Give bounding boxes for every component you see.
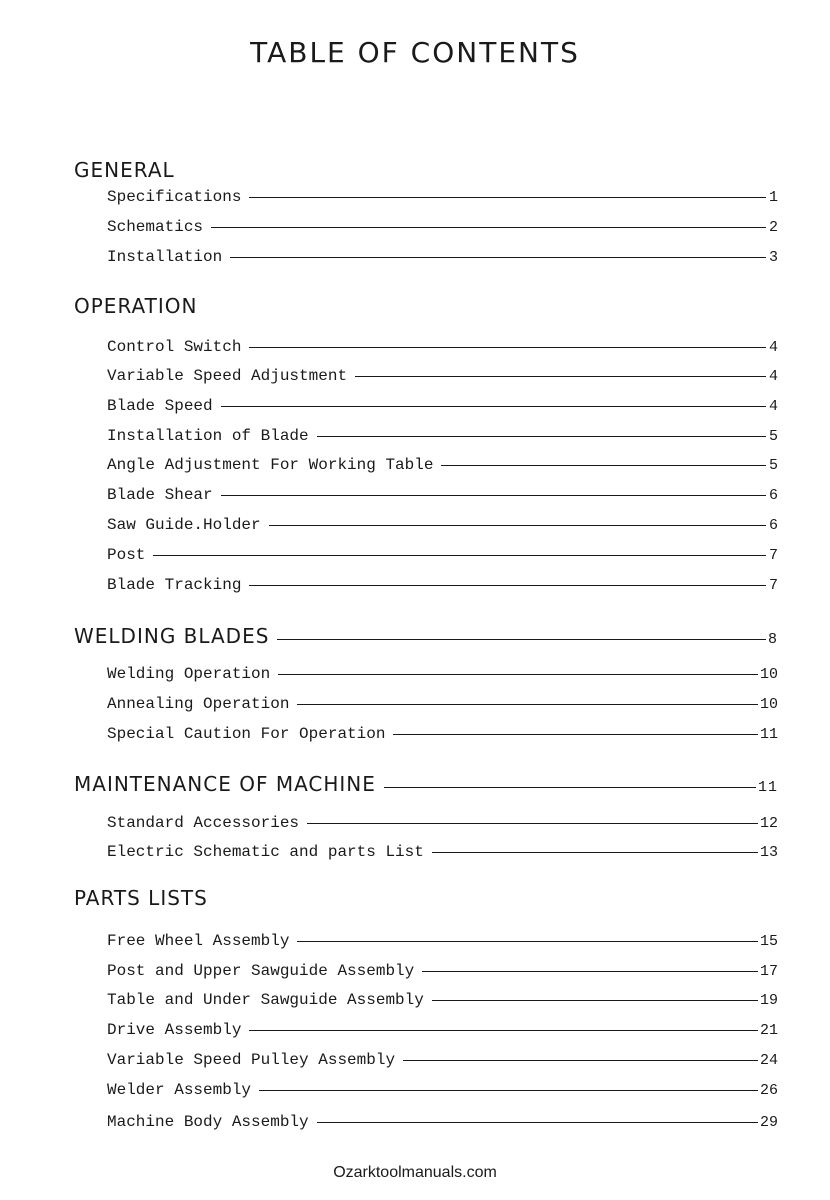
leader-line: [422, 971, 758, 972]
toc-entry[interactable]: [107, 1050, 778, 1070]
entry-page: 24: [759, 1051, 778, 1069]
section-heading-general: GENERAL: [74, 158, 175, 182]
entry-page: 29: [759, 1113, 778, 1131]
leader-line: [297, 941, 758, 942]
toc-entry[interactable]: [107, 961, 778, 981]
entry-label: Installation: [107, 248, 223, 266]
leader-line: [393, 734, 758, 735]
leader-line: [221, 406, 766, 407]
toc-entry[interactable]: [107, 990, 778, 1010]
footer-watermark: Ozarktoolmanuals.com: [333, 1164, 497, 1181]
leader-line: [221, 495, 766, 496]
toc-entry[interactable]: [107, 664, 778, 684]
entry-page: 26: [759, 1081, 778, 1099]
leader-line: [277, 639, 766, 640]
entry-label: Welder Assembly: [107, 1081, 252, 1099]
entry-label: Special Caution For Operation: [107, 725, 386, 743]
entry-label: Specifications: [107, 188, 242, 206]
toc-entry[interactable]: [107, 455, 778, 475]
entry-page: 10: [759, 665, 778, 683]
toc-entry[interactable]: [107, 396, 778, 416]
entry-label: Blade Speed: [107, 397, 213, 415]
leader-line: [355, 376, 766, 377]
leader-line: [403, 1060, 758, 1061]
entry-page: 7: [768, 576, 778, 594]
toc-entry[interactable]: [107, 724, 778, 744]
leader-line: [432, 852, 758, 853]
toc-entry[interactable]: [107, 694, 778, 714]
leader-line: [297, 704, 758, 705]
entry-page: 12: [759, 814, 778, 832]
toc-entry[interactable]: [107, 515, 778, 535]
toc-entry[interactable]: [107, 366, 778, 386]
entry-label: Variable Speed Adjustment: [107, 367, 348, 385]
toc-entry[interactable]: [107, 1020, 778, 1040]
entry-label: Angle Adjustment For Working Table: [107, 456, 434, 474]
entry-page: 15: [759, 932, 778, 950]
entry-label: Free Wheel Assembly: [107, 932, 290, 950]
entry-page: 10: [759, 695, 778, 713]
entry-label: Drive Assembly: [107, 1021, 242, 1039]
leader-line: [317, 436, 766, 437]
leader-line: [269, 525, 766, 526]
entry-label: Post: [107, 546, 146, 564]
section-heading-maintenance[interactable]: MAINTENANCE OF MACHINE 11: [74, 772, 778, 796]
leader-line: [249, 585, 766, 586]
leader-line: [211, 227, 766, 228]
toc-entry[interactable]: [107, 217, 778, 237]
entry-page: 4: [768, 367, 778, 385]
entry-label: Standard Accessories: [107, 814, 300, 832]
toc-entry[interactable]: [107, 426, 778, 446]
toc-entry[interactable]: [107, 247, 778, 267]
entry-page: 4: [768, 338, 778, 356]
section-heading-parts-lists: PARTS LISTS: [74, 886, 208, 910]
leader-line: [249, 1030, 758, 1031]
entry-label: Control Switch: [107, 338, 242, 356]
entry-page: 5: [768, 456, 778, 474]
leader-line: [278, 674, 758, 675]
leader-line: [230, 257, 766, 258]
toc-entry[interactable]: [107, 1112, 778, 1132]
toc-entry[interactable]: [107, 813, 778, 833]
entry-page: 4: [768, 397, 778, 415]
entry-page: 11: [759, 725, 778, 743]
entry-label: Schematics: [107, 218, 204, 236]
leader-line: [432, 1000, 758, 1001]
entry-page: 7: [768, 546, 778, 564]
leader-line: [384, 787, 756, 788]
entry-label: Machine Body Assembly: [107, 1113, 309, 1131]
leader-line: [249, 197, 766, 198]
section-heading-operation: OPERATION: [74, 294, 198, 318]
toc-entry[interactable]: [107, 1080, 778, 1100]
entry-page: 3: [768, 248, 778, 266]
entry-page: 1: [768, 188, 778, 206]
entry-label: Welding Operation: [107, 665, 271, 683]
entry-label: Blade Tracking: [107, 576, 242, 594]
toc-entry[interactable]: [107, 485, 778, 505]
entry-page: 2: [768, 218, 778, 236]
entry-page: 19: [759, 991, 778, 1009]
entry-label: Post and Upper Sawguide Assembly: [107, 962, 415, 980]
entry-page: 21: [759, 1021, 778, 1039]
entry-page: 5: [768, 427, 778, 445]
toc-entry[interactable]: [107, 931, 778, 951]
entry-page: 6: [768, 486, 778, 504]
leader-line: [259, 1090, 758, 1091]
entry-label: Variable Speed Pulley Assembly: [107, 1051, 396, 1069]
toc-entry[interactable]: [107, 842, 778, 862]
entry-page: 8: [767, 631, 778, 648]
section-heading-welding-blades[interactable]: WELDING BLADES 8: [74, 624, 778, 648]
leader-line: [441, 465, 766, 466]
entry-page: 13: [759, 843, 778, 861]
entry-page: 17: [759, 962, 778, 980]
entry-label: Table and Under Sawguide Assembly: [107, 991, 424, 1009]
entry-label: Annealing Operation: [107, 695, 290, 713]
entry-label: Installation of Blade: [107, 427, 309, 445]
toc-entry[interactable]: [107, 337, 778, 357]
entry-page: 11: [757, 779, 778, 796]
leader-line: [153, 555, 766, 556]
entry-label: Electric Schematic and parts List: [107, 843, 424, 861]
toc-entry[interactable]: [107, 545, 778, 565]
leader-line: [249, 347, 766, 348]
toc-entry[interactable]: [107, 187, 778, 207]
page-title: TABLE OF CONTENTS: [250, 36, 580, 69]
toc-entry[interactable]: [107, 575, 778, 595]
leader-line: [307, 823, 758, 824]
leader-line: [317, 1122, 758, 1123]
entry-label: Blade Shear: [107, 486, 213, 504]
entry-page: 6: [768, 516, 778, 534]
entry-label: Saw Guide.Holder: [107, 516, 261, 534]
